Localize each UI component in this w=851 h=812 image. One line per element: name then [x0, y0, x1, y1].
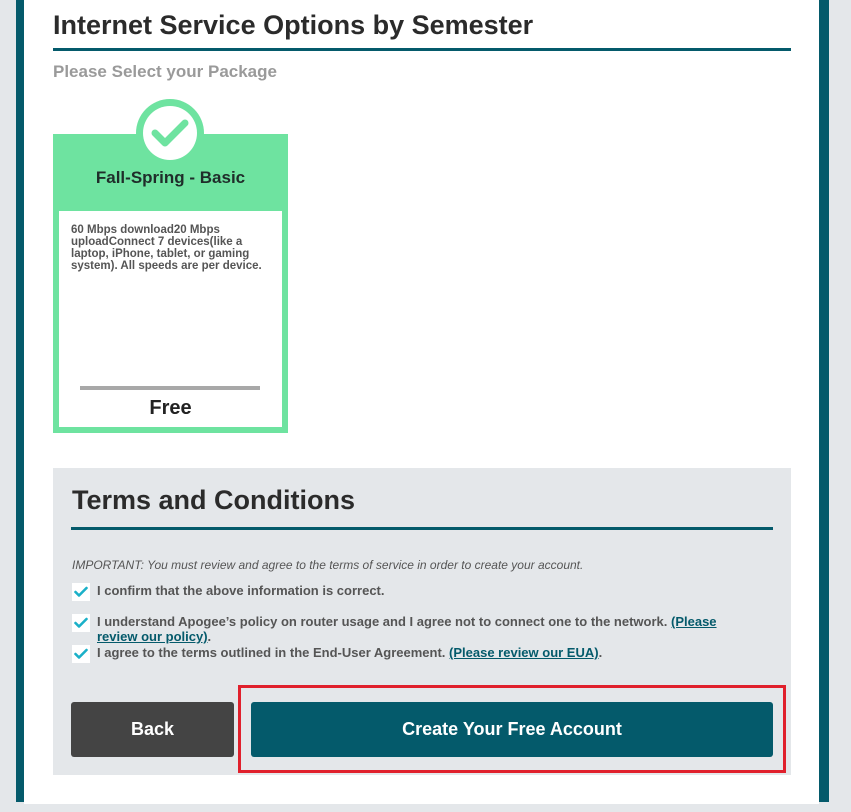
eua-link[interactable]: (Please review our EUA) [449, 645, 599, 660]
terms-title: Terms and Conditions [72, 485, 356, 515]
terms-divider [71, 527, 773, 530]
eua-label [97, 645, 777, 660]
router-policy-suffix: . [207, 629, 212, 644]
checkbox-check-icon [74, 586, 88, 598]
router-policy-label [97, 614, 752, 644]
package-divider [80, 386, 260, 390]
router-policy-link[interactable]: (Please review our policy) [97, 614, 717, 644]
eua-checkbox[interactable] [72, 645, 90, 663]
router-policy-text: I understand Apogee’s policy on router usage and I agree not to connect one to the network. [97, 614, 671, 629]
terms-important-note: IMPORTANT: You must review and agree to the terms of service in order to create your account. [72, 558, 584, 572]
eua-suffix: . [598, 645, 603, 660]
checkmark-icon [143, 106, 197, 160]
page-subtitle: Please Select your Package [53, 62, 277, 81]
create-account-button[interactable]: Create Your Free Account [251, 702, 773, 757]
package-description: 60 Mbps download20 Mbps uploadConnect 7 devices(like a laptop, iPhone, tablet, or gaming system). All speeds are per device. [71, 224, 262, 272]
package-price: Free [149, 397, 192, 419]
confirm-info-checkbox[interactable] [72, 583, 90, 601]
eua-text: I agree to the terms outlined in the End-User Agreement. [97, 645, 450, 660]
back-button[interactable]: Back [71, 702, 234, 757]
highlight-box [238, 685, 786, 773]
router-policy-checkbox[interactable] [72, 614, 90, 632]
confirm-info-label [97, 583, 777, 598]
checkbox-check-icon [74, 648, 88, 660]
checkbox-check-icon [74, 617, 88, 629]
package-name: Fall-Spring - Basic [95, 168, 246, 187]
confirm-info-text: I confirm that the above information is correct. [97, 583, 385, 598]
page-title: Internet Service Options by Semester [53, 10, 534, 40]
title-divider [53, 48, 791, 51]
